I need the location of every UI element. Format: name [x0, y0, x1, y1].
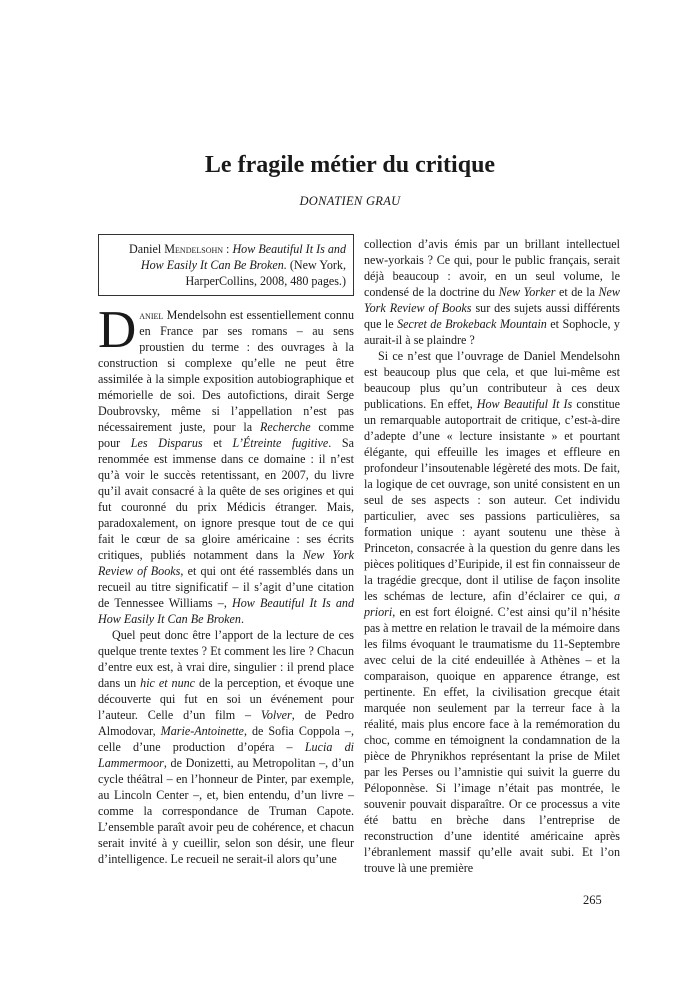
italic-run: a priori — [364, 589, 620, 619]
text-run: Quel peut donc être l’apport de la lecture de ces quelque trente textes ? Et comment les lire ? Chacun d’entre eux est, à vrai dire, singulier : il prend place dans un — [98, 628, 354, 690]
right-column — [364, 236, 620, 876]
page-number: 265 — [583, 893, 602, 907]
text-run: . Sa renommée est immense dans ce domaine : il n’est qu’à voir le succès retentissant, en 2007, du livre qu’il avait consacré à la quête de ses origines et qui fut couronné du prix Médicis étranger. Mais, paradoxalement, on ignore presque tout de ce qui fait le cœur de sa gloire américaine : ses écrits critiques, publiés notamment dans la — [98, 436, 354, 562]
italic-run: Volver — [260, 708, 292, 722]
text-run: Si ce n’est que l’ouvrage de Daniel Mendelsohn est beaucoup plus que cela, et que lui-même est beaucoup plus qu’un contributeur à ces deux publications. En effet, — [364, 349, 620, 411]
italic-run: hic et nunc — [140, 676, 196, 690]
text-run: Mendelsohn est essentiellement connu en France par ses romans – au sens proustien du terme : des ouvrages à la construction si complexe qu’elle ne peut être assimilée à la simple exposition autobiographique et mémorielle de soi. Des autofictions, dirait Serge Doubrovsky, même si l’appellation n’est pas nécessairement juste, pour la — [98, 308, 354, 434]
reference-separator: : — [223, 242, 233, 256]
text-run: constitue un remarquable autoportrait de critique, c’est-à-dire d’adepte d’une « lecture insistante » et pourtant élégante, qui effeuille les images et effleure en profondeur l’insoutenable légèreté des mots. De fait, la logique de cet ouvrage, son unité consistent en un seul de ses aspects : son auteur. Cet individu particulier, avec ses passions particulières, sa formation unique : ayant soutenu une thèse à Princeton, consacrée à la question du genre dans les pièces politiques d’Euripide, il est fin connaisseur de la tragédie grecque, dont il utilise de façon insolite les schémas de lecture, afin d’éclairer ce qui, — [364, 397, 620, 603]
reference-publication: (New York, HarperCollins, 2008, 480 pages.) — [185, 258, 346, 288]
text-run: de la perception, et évoque une découverte qui fut en soi un événement pour l’auteur. Celle d’un film – — [98, 676, 354, 722]
text-run: comme pour — [98, 420, 354, 450]
article-author: DONATIEN GRAU — [299, 194, 401, 208]
paragraph-2 — [98, 627, 354, 867]
text-run: , de Donizetti, au Metropolitan –, d’un cycle théâtral – en l’honneur de Pinter, par exemple, au Lincoln Center –, et, bien entendu, d’un livre – comme la correspondance de Truman Capote. L’ensemble paraît avoir peu de cohérence, et chacun serait invité à y cueillir, selon son désir, une fleur d’intelligence. Le recueil ne serait-il alors qu’une — [98, 756, 354, 866]
reference-author-first: Daniel — [129, 242, 165, 256]
text-run: , de Pedro Almodovar, — [98, 708, 354, 738]
lead-smallcaps: aniel — [139, 308, 164, 322]
text-run: . — [240, 612, 245, 626]
drop-cap: D — [98, 301, 137, 359]
italic-run: New Yorker — [498, 285, 556, 299]
italic-run: Marie-Antoinette — [160, 724, 244, 738]
italic-run: Recherche — [259, 420, 311, 434]
italic-run: New York Review of Books — [98, 548, 354, 578]
text-run: et — [202, 436, 233, 450]
italic-run: Lucia di Lammermoor — [98, 740, 354, 770]
text-run: , en est fort éloigné. C’est ainsi qu’il n’hésite pas à mettre en relation le travail de la mémoire dans les films évoquant le traumatisme du 11-Septembre avec celui de la cité endeuillée à Athènes – et la comparaison, quoique en apparence étrange, est pertinente. En effet, la civilisation grecque était marquée non seulement par la terreur face à la réalité, mais plus encore face à la remémoration du choc, comme en témoignent la condamnation de la pièce de Phrynikhos représentant la prise de Milet par les Perses ou l’amnistie qui suivit la guerre du Péloponnèse. Si l’image n’était pas montrée, le souvenir pouvait disparaître. Or ce processus a vite été battu en brèche dans l’entreprise de reconstruction d’une identité américaine après l’ébranlement massif qu’elle avait subi. Et l’on trouve là une première — [364, 605, 620, 875]
text-run: , de Sofia Coppola –, celle d’une production d’opéra – — [98, 724, 354, 754]
paragraph-1 — [98, 301, 354, 627]
reference-author-last: Mendelsohn — [164, 242, 224, 256]
text-run: , et qui ont été rassemblés dans un recueil au titre significatif – il s’agit d’une citation de Tennessee Williams –, — [98, 564, 354, 610]
italic-run: New York Review of Books — [364, 285, 620, 315]
left-column — [98, 234, 354, 867]
italic-run: Les Disparus — [130, 436, 203, 450]
reference-book-title: How Beautiful It Is and How Easily It Can Be Broken. — [140, 242, 346, 272]
text-run: collection d’avis émis par un brillant intellectuel new-yorkais ? Ce qui, pour le public français, serait déjà beaucoup : avoir, en un seul volume, le condensé de la doctrine du — [364, 237, 620, 299]
italic-run: L’Étreinte fugitive — [232, 436, 329, 450]
text-run: et Sophocle, y aurait-il à se plaindre ? — [364, 317, 620, 347]
italic-run: How Beautiful It Is and How Easily It Can Be Broken — [98, 596, 354, 626]
paragraph-3 — [364, 236, 620, 348]
book-reference-box — [98, 234, 354, 296]
text-run: et de la — [555, 285, 599, 299]
italic-run: How Beautiful It Is — [476, 397, 573, 411]
italic-run: Secret de Brokeback Mountain — [397, 317, 547, 331]
article-title: Le fragile métier du critique — [204, 152, 496, 179]
paragraph-4 — [364, 348, 620, 876]
text-run: sur des sujets aussi différents que le — [364, 301, 621, 331]
